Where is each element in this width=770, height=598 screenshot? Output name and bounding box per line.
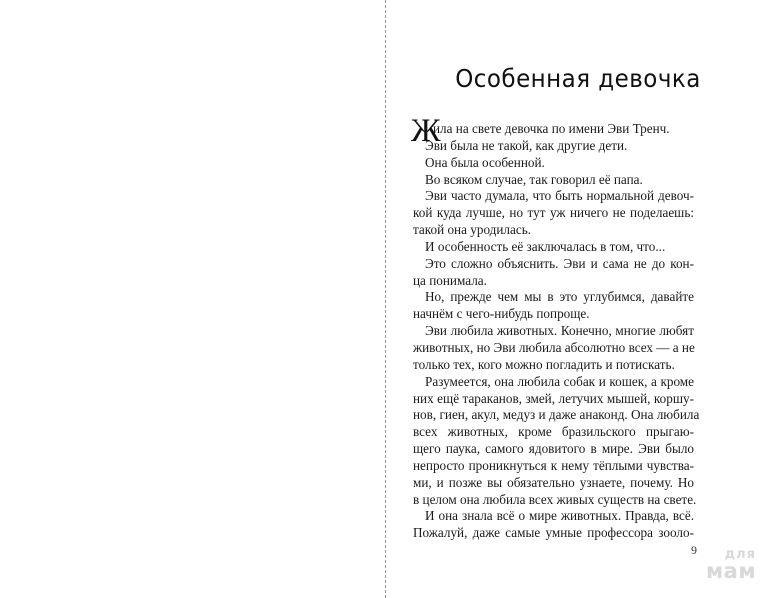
text-line xyxy=(413,491,697,509)
text-line-content: И она знала всё о мире животных. Правда, всё. xyxy=(425,508,694,524)
text-line xyxy=(413,441,694,458)
text-line-content: ца понимала. xyxy=(413,272,487,288)
text-line-content: нов, гиен, акул, медуз и даже анаконд. Она любила xyxy=(413,407,700,423)
text-line-content: И особенность её заключалась в том, что... xyxy=(425,238,666,254)
text-line-content: Это сложно объяснить. Эви и сама не до кон- xyxy=(425,255,694,271)
text-line xyxy=(413,424,694,441)
text-line xyxy=(413,357,694,374)
page-number: 9 xyxy=(691,543,697,557)
text-line-content: Во всяком случае, так говорил её папа. xyxy=(425,171,643,187)
text-line-content: ми, и позже вы обязательно узнаете, почему. Но xyxy=(413,474,694,490)
text-line xyxy=(413,273,694,290)
text-line-content: них ещё тараканов, змей, летучих мышей, коршу- xyxy=(413,390,694,406)
text-line-content: только тех, кого можно погладить и потискать. xyxy=(413,356,675,372)
text-line xyxy=(413,155,694,172)
text-line xyxy=(413,205,694,222)
text-line-content: кой куда лучше, но тут уж ничего не поделаешь: xyxy=(413,205,694,221)
text-line-content: начнём с чего-нибудь попроще. xyxy=(413,306,590,322)
text-line xyxy=(413,508,694,525)
text-line-content: непросто проникнуться к нему тёплыми чувства- xyxy=(413,457,694,473)
text-line xyxy=(413,475,694,492)
text-line xyxy=(413,256,694,273)
text-line xyxy=(413,407,700,424)
watermark-text-bottom: мам xyxy=(705,559,756,583)
text-line-content: ила на свете девочка по имени Эви Тренч. xyxy=(433,121,670,136)
right-page xyxy=(386,0,770,598)
text-line-content: Но, прежде чем мы в это углубимся, давайте xyxy=(425,289,694,305)
text-line-content: в целом она любила всех живых существ на свете. xyxy=(413,491,697,507)
text-line xyxy=(413,172,694,189)
text-line xyxy=(413,374,694,391)
text-line xyxy=(413,340,694,357)
text-line-content: такой она уродилась. xyxy=(413,222,532,238)
drop-cap: Ж xyxy=(411,113,441,149)
text-line-content: Эви была не такой, как другие дети. xyxy=(425,137,628,153)
text-line xyxy=(413,138,694,155)
text-line xyxy=(413,239,694,256)
text-line-content: щего паука, самого ядовитого в мире. Эви было xyxy=(413,441,694,457)
text-line xyxy=(413,525,694,542)
watermark-text-top: для xyxy=(724,547,756,562)
watermark-logo xyxy=(686,548,756,582)
chapter-title: Особенная девочка xyxy=(455,64,701,93)
text-line xyxy=(413,188,694,205)
text-line-content: животных, но Эви любила абсолютно всех — а не xyxy=(413,339,695,355)
text-line xyxy=(413,391,694,408)
text-line-content: Пожалуй, даже самые умные профессора зооло- xyxy=(413,525,694,541)
text-line xyxy=(413,458,694,475)
text-line-content: Эви часто думала, что быть нормальной девоч- xyxy=(425,188,694,204)
text-line xyxy=(413,323,694,340)
text-line-content: Она была особенной. xyxy=(425,154,545,170)
text-line xyxy=(413,289,694,306)
text-line xyxy=(413,222,694,239)
text-line-content: Эви любила животных. Конечно, многие любят xyxy=(425,323,694,339)
text-line xyxy=(413,306,694,323)
text-line-content: всех животных, кроме бразильского прыгаю- xyxy=(413,424,694,440)
text-line-content: Разумеется, она любила собак и кошек, а кроме xyxy=(425,373,694,389)
body-text xyxy=(411,113,700,542)
